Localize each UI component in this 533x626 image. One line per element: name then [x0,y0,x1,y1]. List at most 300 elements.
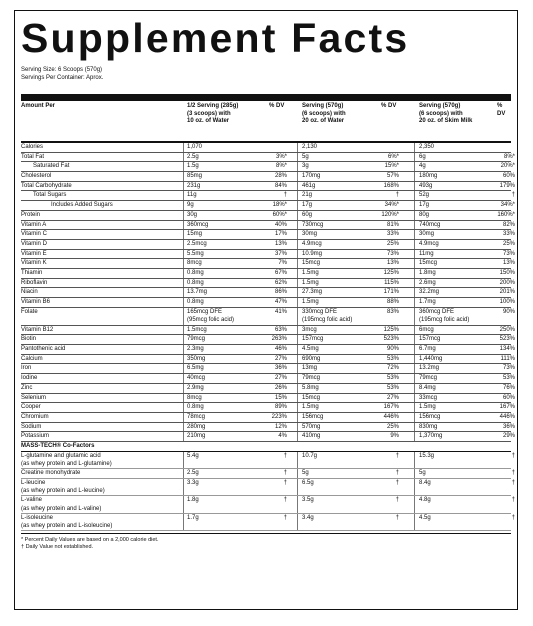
table-row [21,143,511,153]
column-separator [183,364,184,373]
col1-amount: 5.4g [187,452,199,459]
table-row [21,374,515,384]
col2-dv: 6%* [387,153,399,160]
col3-dv: 73% [502,250,515,257]
col3-amount: 80g [419,211,430,218]
column-separator [297,172,298,181]
col3-dv: 8%* [503,153,515,160]
nutrient-name: L-valine (as whey protein and L-valine) [21,497,102,512]
col2-dv: 523% [383,336,399,343]
col1-dv: 8%* [275,163,287,170]
col1-amount: 1.8g [187,497,199,504]
column-separator [183,413,184,422]
col1-amount: 5.5mg [187,250,204,257]
col1-amount: 40mcg [187,375,206,382]
table-row [21,469,515,479]
col1-amount: 3.3g [187,479,199,486]
col2-amount: 156mcg [302,413,324,420]
col1-amount: 1,070 [187,144,203,150]
col1-amount: 1.5g [187,163,199,170]
nutrient-name: Iron [21,365,32,372]
nutrient-name: Folate [21,308,38,315]
column-separator [414,384,415,393]
col1-dv: 18%* [272,202,287,209]
col2-amount: 157mcg [302,336,324,343]
table-row [21,413,515,423]
col2-amount: 5g [302,153,309,160]
col1-amount: 360mcg [187,221,209,228]
col2-dv: 171% [383,289,399,296]
col2-dv: 57% [386,173,399,180]
col1-amount: 6.5mg [187,365,204,372]
column-separator [414,162,415,171]
mass-tech-header-row [21,442,511,452]
nutrient-name: Includes Added Sugars [51,202,113,209]
column-separator [183,259,184,268]
col1-dv: 60%* [272,211,287,218]
footnote-dagger: † Daily Value not established. [21,544,94,550]
col2-amount: 170mg [302,173,321,180]
col3-amount: 30mg [419,231,435,238]
col3-amount: 1,440mg [419,355,443,362]
col3-dv: 446% [499,413,515,420]
column-separator [183,153,184,162]
table-row [21,230,515,240]
column-separator [183,279,184,288]
nutrient-name: Potassium [21,433,50,440]
column-separator [183,355,184,364]
col1-dv: 3%* [275,153,287,160]
col3-amount: 1.5mg [419,404,436,411]
col3-amount: 6g [419,153,426,160]
column-separator [414,191,415,200]
col3-amount: 1,370mg [419,433,443,440]
col3-amount: 180mg [419,173,438,180]
col3-dv: 36% [502,423,515,430]
col1-amount: 1.7g [187,514,199,521]
col1-dv: 15% [274,394,287,401]
column-separator [414,298,415,307]
column-separator [297,279,298,288]
col2-amount: 410mg [302,433,321,440]
column-separator [297,288,298,297]
col1-amount: 350mg [187,355,206,362]
col3-amount: 13.2mg [419,365,440,372]
column-separator [183,143,184,152]
nutrient-name: Pantothenic acid [21,346,66,353]
col3-dv: † [511,479,515,486]
col2-amount: 570mg [302,423,321,430]
col2-dv: 72% [386,365,399,372]
col2-header: Serving (570g) (6 scoops) with 20 oz. of Water [302,103,346,124]
column-separator [297,201,298,210]
table-row [21,172,515,182]
col3-amount: 11mg [419,250,434,257]
col1-amount: 165mcg DFE (95mcg folic acid) [187,308,235,324]
nutrient-name: Saturated Fat [33,163,70,170]
table-row [21,345,515,355]
table-row [21,479,515,497]
column-separator [297,452,298,469]
table-row [21,288,515,298]
column-separator [414,345,415,354]
column-separator [297,298,298,307]
column-separator [183,288,184,297]
column-separator [297,514,298,531]
column-separator [183,326,184,335]
col3-dv: 167% [499,404,515,411]
col2-amount: 10.9mg [302,250,323,257]
column-separator [414,452,415,469]
serving-size: Serving Size: 6 Scoops (570g) [21,67,103,73]
column-separator [414,364,415,373]
col2-amount: 330mcg DFE (195mcg folic acid) [302,308,353,324]
col3-dv: 25% [502,240,515,247]
column-separator [414,230,415,239]
table-row [21,211,515,221]
col3-dv: 201% [499,289,515,296]
nutrient-name: Sodium [21,423,42,430]
nutrient-name: Total Carbohydrate [21,182,72,189]
col3-amount: 5g [419,470,426,477]
column-separator [297,308,298,325]
col2-dv: † [395,514,399,521]
col1-amount: 2.5mcg [187,240,207,247]
nutrient-name: L-glutamine and glutamic acid (as whey protein and L-glutamine) [21,452,112,468]
column-separator [297,384,298,393]
col2-amount: 13mg [302,365,318,372]
col1-dv: † [283,497,287,504]
col3-dv: 134% [499,346,515,353]
column-separator [297,355,298,364]
col3-amount: 4.9mcg [419,240,439,247]
col2-amount: 15mcg [302,260,321,267]
column-separator [414,250,415,259]
column-separator [183,432,184,441]
col2-amount: 4.5mg [302,346,319,353]
col3-dv: 33% [502,231,515,238]
col2-amount: 17g [302,202,313,209]
col2-amount: 1.5mg [302,299,319,305]
nutrient-name: Calcium [21,355,43,362]
column-separator [297,469,298,478]
col2-amount: 5.8mg [302,384,319,391]
col3-dv: 60% [502,173,515,180]
nutrient-name: Total Sugars [33,192,67,199]
nutrient-name: Cholesterol [21,173,52,180]
col2-dv: 115% [384,279,399,286]
col3-amount: 6mcg [419,326,434,333]
column-separator [297,403,298,412]
nutrient-name: Vitamin D [21,240,47,247]
column-separator [414,479,415,496]
column-separator [414,211,415,220]
col3-amount: 8.4mg [419,384,436,391]
col3-amount: 33mcg [419,394,438,401]
column-separator [297,250,298,259]
col1-dv: 67% [274,269,287,276]
col3-dv: 150% [499,269,515,276]
col3-amount: 1.7mg [419,299,436,305]
col3-dv: 76% [502,384,515,391]
col3-dv: † [511,514,515,521]
column-separator [297,182,298,191]
column-separator [183,308,184,325]
nutrient-name: Vitamin A [21,221,47,228]
col3-amount: 4.5g [419,514,431,521]
col3-dv-header: % DV [497,103,506,117]
column-separator [183,403,184,412]
column-separator [297,221,298,230]
col1-dv: † [283,192,287,199]
col1-dv: 63% [274,326,287,333]
table-row [21,298,515,308]
column-separator [414,221,415,230]
col2-dv: 27% [386,394,399,401]
col2-amount: 1.5mg [302,279,319,286]
col3-amount: 15mcg [419,260,438,267]
col1-amount: 280mg [187,423,206,430]
col3-dv: 73% [502,365,515,372]
table-row [21,452,515,470]
col1-dv: 4% [278,433,287,440]
column-separator [183,469,184,478]
table-row [21,191,515,201]
col2-dv: 81% [386,221,399,228]
table-row [21,432,515,442]
col2-amount: 3g [302,163,309,170]
nutrient-name: Vitamin K [21,260,47,267]
col3-dv: † [511,192,515,199]
column-separator [297,326,298,335]
col2-amount: 3.4g [302,514,314,521]
table-row [21,162,515,172]
nutrient-name: Protein [21,211,41,218]
col1-amount: 2.5g [187,153,199,160]
column-separator [297,335,298,344]
column-separator [183,384,184,393]
table-row [21,335,515,345]
col2-dv: 90% [386,346,399,353]
table-row [21,269,515,279]
nutrient-name: Vitamin B6 [21,299,50,305]
nutrient-name: Total Fat [21,153,45,160]
column-separator [414,496,415,513]
col3-dv: 13% [502,260,515,267]
nutrient-table [21,143,515,531]
col1-amount: 78mcg [187,413,206,420]
col1-dv: 40% [274,221,287,228]
table-row [21,279,515,289]
col1-header: 1/2 Serving (285g) (3 scoops) with 10 oz. of Water [187,103,239,124]
col3-dv: 82% [502,221,515,228]
table-row [21,153,515,163]
col2-dv: 15%* [384,163,399,170]
col1-amount: 30g [187,211,198,218]
col1-amount: 210mg [187,433,206,440]
column-separator [297,143,298,152]
column-separator [297,345,298,354]
column-separator [414,423,415,432]
col2-dv: 88% [386,299,399,305]
col2-dv: 33% [386,231,399,238]
col3-dv: 34%* [500,202,515,209]
table-row [21,259,515,269]
thick-divider [21,94,511,101]
col3-dv: 53% [502,375,515,382]
col2-dv: 83% [386,308,399,315]
column-separator [183,514,184,531]
col1-dv: 223% [271,413,287,420]
col3-dv: 90% [502,308,515,315]
col1-amount: 11g [187,192,197,199]
column-separator [183,240,184,249]
col2-dv: 53% [386,355,399,362]
col2-dv: 73% [386,250,399,257]
column-separator [297,259,298,268]
col2-dv: † [395,479,399,486]
nutrient-name: Zinc [21,384,33,391]
column-separator [414,403,415,412]
col3-dv: † [511,470,515,477]
col1-amount: 2.3mg [187,346,204,353]
col1-amount: 0.8mg [187,279,204,286]
nutrient-name: L-isoleucine (as whey protein and L-isoleucine) [21,514,113,530]
column-separator [297,374,298,383]
table-row [21,496,515,514]
col3-amount: 17g [419,202,430,209]
table-row [21,403,515,413]
col3-amount: 8.4g [419,479,431,486]
col2-dv: 53% [386,375,399,382]
column-separator [183,182,184,191]
col1-dv: 26% [274,384,287,391]
col1-amount: 0.8mg [187,299,204,305]
col2-amount: 1.5mg [302,269,319,276]
column-separator [297,191,298,200]
col2-dv: 53% [386,384,399,391]
col3-dv: † [511,497,515,504]
column-separator [297,211,298,220]
col2-dv: 9% [390,433,399,440]
col1-dv: 37% [274,250,287,257]
column-separator [183,374,184,383]
column-separator [414,288,415,297]
mass-tech-header: MASS-TECH® Co-Factors [21,442,95,449]
column-separator [414,326,415,335]
col2-dv: † [395,192,399,199]
column-separator [414,172,415,181]
col2-dv: 125% [383,269,399,276]
col3-amount: 32.2mg [419,289,440,296]
column-header [21,103,511,141]
col1-amount: 2.9mg [187,384,204,391]
column-separator [414,355,415,364]
col2-amount: 60g [302,211,313,218]
supplement-facts-panel [14,10,518,610]
col2-amount: 5g [302,470,309,477]
col2-dv: † [395,452,399,459]
table-row [21,384,515,394]
col1-dv: † [283,514,287,521]
col1-amount: 8mcg [187,260,202,267]
col3-dv: 20%* [500,163,515,170]
col1-amount: 79mcg [187,336,206,343]
col3-amount: 360mcg DFE (195mcg folic acid) [419,308,470,324]
col2-amount: 1.5mg [302,404,319,411]
col3-dv: 250% [499,326,515,333]
col3-amount: 4.8g [419,497,431,504]
col1-dv-header: % DV [269,103,285,109]
col1-dv: 17% [274,231,287,238]
nutrient-name: L-leucine (as whey protein and L-leucine) [21,479,105,495]
col2-dv: 34%* [384,202,399,209]
nutrient-name: Thiamin [21,269,43,276]
col2-amount: 3mcg [302,326,317,333]
col2-dv: 25% [386,423,399,430]
column-separator [297,364,298,373]
table-row [21,221,515,231]
col1-dv: 46% [274,346,287,353]
col1-amount: 8mcg [187,394,202,401]
col1-dv: 36% [274,365,287,372]
col3-amount: 79mcg [419,375,438,382]
column-separator [414,259,415,268]
col1-dv: 27% [274,355,287,362]
column-separator [183,211,184,220]
column-separator [297,423,298,432]
col1-dv: 13% [274,240,287,247]
column-separator [297,269,298,278]
col1-dv: 47% [274,299,287,305]
col2-amount: 21g [302,192,313,199]
footnote-percent-dv: * Percent Daily Values are based on a 2,000 calorie diet. [21,537,159,543]
column-separator [183,230,184,239]
col3-amount: 15.3g [419,452,435,459]
col3-dv: 160%* [497,211,515,218]
col3-amount: 6.7mg [419,346,436,353]
column-separator [183,269,184,278]
nutrient-name: Calories [21,144,44,150]
column-separator [183,496,184,513]
table-row [21,514,515,532]
col3-amount: 830mg [419,423,438,430]
amount-per-label: Amount Per [21,103,56,109]
column-separator [297,394,298,403]
nutrient-name: Creatine monohydrate [21,470,81,477]
column-separator [183,335,184,344]
column-separator [297,432,298,441]
table-row [21,326,515,336]
col3-dv: 29% [502,433,515,440]
col2-amount: 690mg [302,355,321,362]
col2-dv: 25% [386,240,399,247]
col2-dv: 13% [386,260,399,267]
table-row [21,240,515,250]
col3-dv: 100% [499,299,515,305]
col1-dv: 62% [274,279,287,286]
column-separator [414,374,415,383]
col3-dv: 60% [502,394,515,401]
column-separator [414,308,415,325]
column-separator [414,413,415,422]
column-separator [183,394,184,403]
col3-amount: 493g [419,182,433,189]
col1-dv: 12% [274,423,287,430]
col3-amount: 4g [419,163,426,170]
column-separator [414,335,415,344]
col1-amount: 0.8mg [187,404,204,411]
